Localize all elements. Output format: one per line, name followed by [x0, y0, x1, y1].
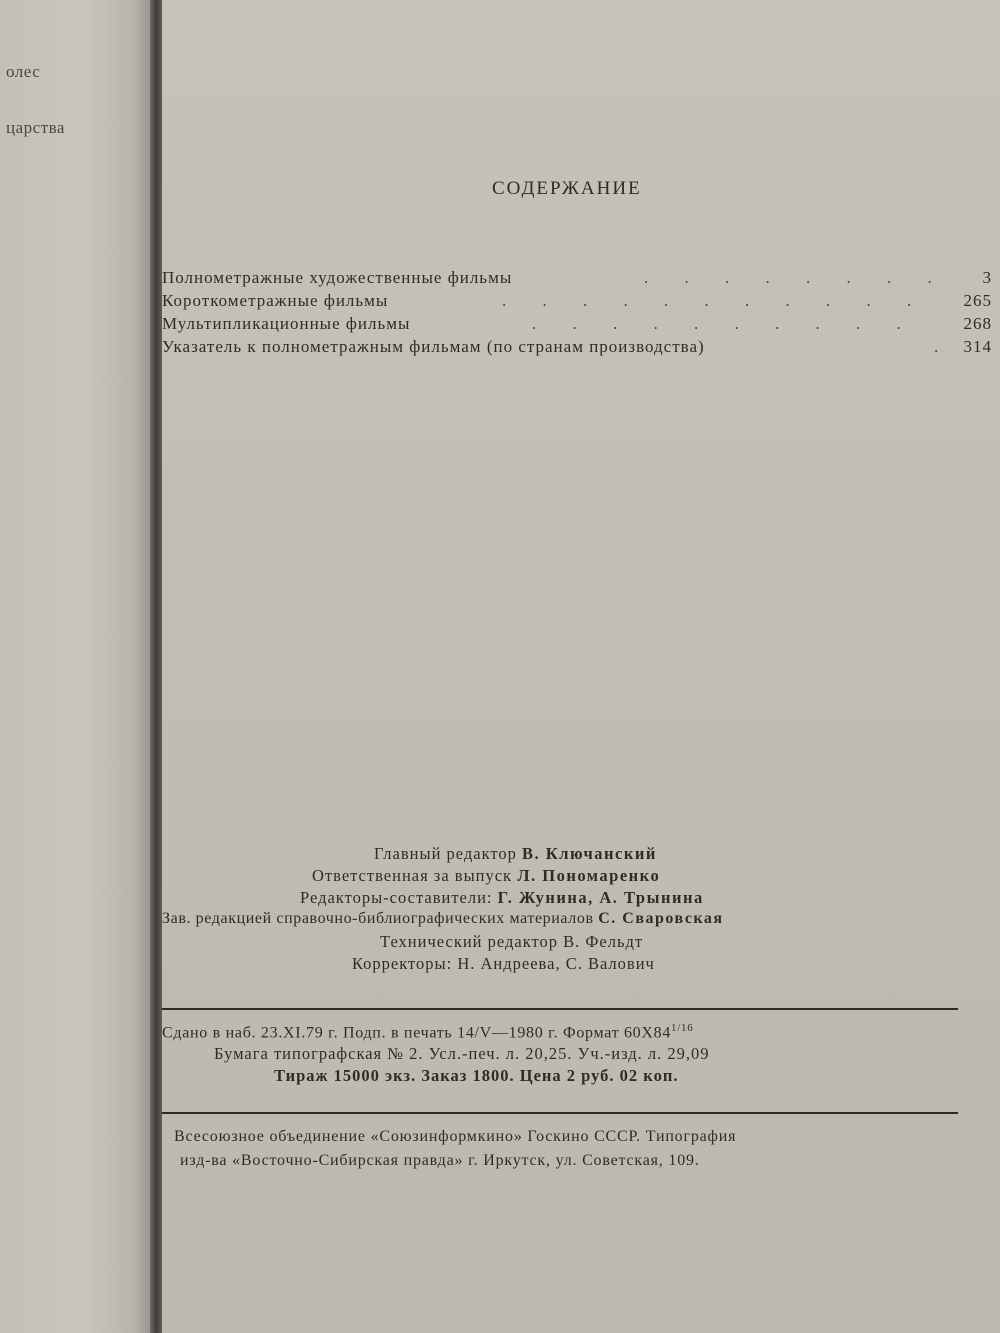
toc-entry-dots: .: [934, 337, 955, 356]
credit-name: С. Сваровская: [598, 910, 724, 927]
toc-list: [162, 268, 992, 388]
imprint-format-fraction: 1/16: [671, 1022, 694, 1034]
toc-entry-page: 3: [982, 268, 992, 287]
toc-title: СОДЕРЖАНИЕ: [492, 178, 642, 199]
imprint-format-value: 60X84: [623, 1024, 672, 1042]
toc-entry-dots: . . . . . . . . . .: [532, 314, 917, 333]
left-page-fragment: царства: [6, 118, 65, 137]
credit-label: Ответственная за выпуск: [312, 866, 513, 885]
credit-tech-editor: Технический редактор В. Фельдт: [380, 932, 644, 951]
toc-entry-label: Полнометражные художественные фильмы: [162, 268, 513, 287]
toc-entry-label: Указатель к полнометражным фильмам (по странам производства): [162, 337, 705, 356]
toc-entry-page: 268: [963, 314, 992, 333]
credit-head-of-department: [162, 910, 724, 928]
publisher-line-1: Всесоюзное объединение «Союзинформкино» Госкино СССР. Типография: [174, 1128, 737, 1145]
book-page: [162, 0, 1000, 1333]
divider-rule: [162, 1112, 958, 1114]
credit-responsible: [312, 866, 660, 886]
left-page-edge: [0, 0, 158, 1333]
divider-rule: [162, 1008, 958, 1010]
imprint-line-3: Тираж 15000 экз. Заказ 1800. Цена 2 руб. 02 коп.: [274, 1066, 679, 1085]
left-page-fragment: олес: [6, 62, 41, 81]
imprint-line-1: [162, 1022, 693, 1042]
toc-entry-dots: . . . . . . . .: [644, 268, 948, 287]
credit-name: Л. Пономаренко: [517, 866, 661, 885]
imprint-dates: Сдано в наб. 23.XI.79 г. Подп. в печать 14/V—1980 г.: [162, 1024, 559, 1042]
credit-proofreaders: Корректоры: Н. Андреева, С. Валович: [352, 954, 655, 973]
toc-entry-label: Короткометражные фильмы: [162, 291, 389, 310]
credit-label: Главный редактор: [374, 844, 517, 863]
toc-entry-page: 265: [963, 291, 992, 310]
toc-entry-label: Мультипликационные фильмы: [162, 314, 411, 333]
credit-chief-editor: [374, 844, 657, 864]
credit-compilers: [300, 888, 704, 908]
credit-name: В. Ключанский: [522, 844, 657, 863]
publisher-line-2: изд-ва «Восточно-Сибирская правда» г. Иркутск, ул. Советская, 109.: [180, 1152, 700, 1169]
credit-name: Г. Жунина, А. Трынина: [497, 888, 704, 907]
toc-entry-page: 314: [963, 337, 992, 356]
toc-entry: [162, 337, 992, 363]
credit-label: Редакторы-составители:: [300, 888, 493, 907]
toc-entry-dots: . . . . . . . . . . .: [502, 291, 928, 310]
imprint-line-2: Бумага типографская № 2. Усл.-печ. л. 20,25. Уч.-изд. л. 29,09: [214, 1044, 710, 1063]
credit-label: Зав. редакцией справочно-библиографических материалов: [162, 910, 594, 927]
imprint-format-label: Формат: [562, 1024, 620, 1042]
